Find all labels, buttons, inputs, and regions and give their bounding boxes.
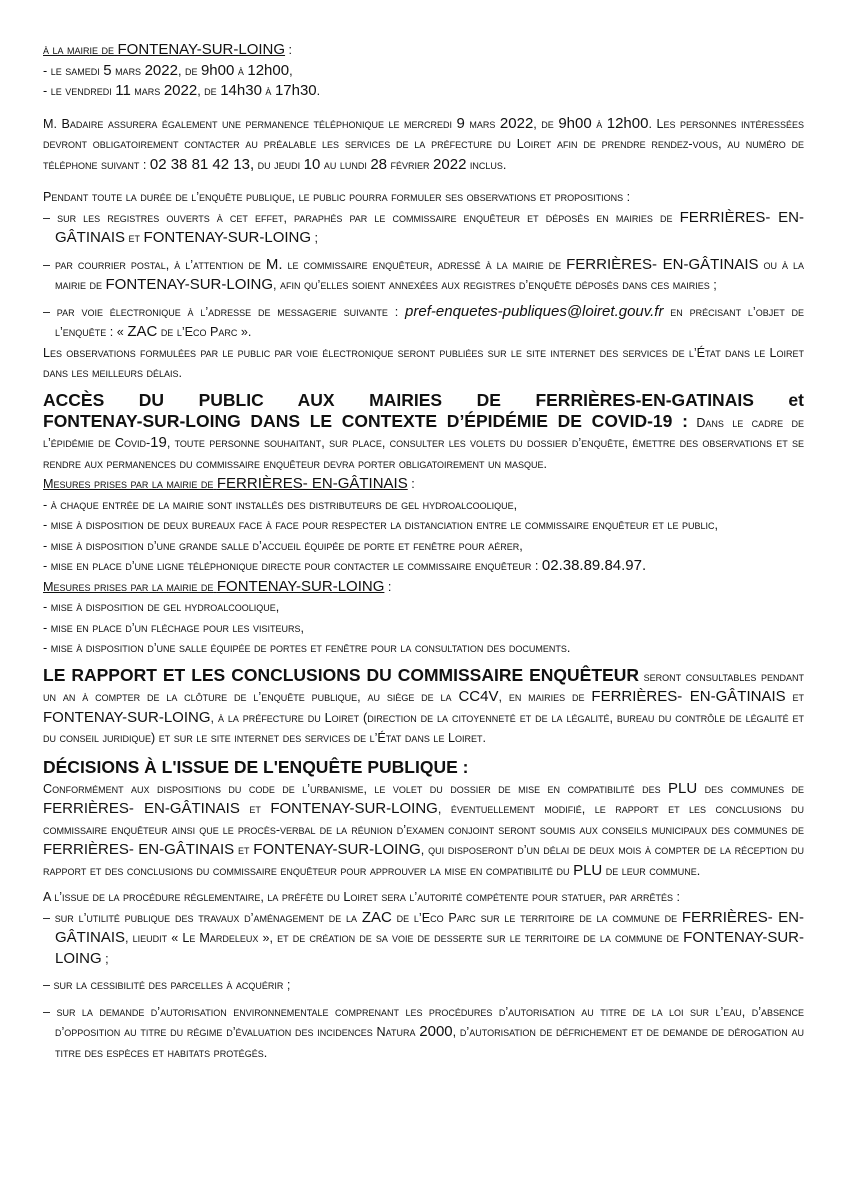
text: de leur commune. (605, 863, 701, 878)
text: – sur les registres ouverts à cet effet, paraphés par le commissaire enquêteur et déposés en mairies de (43, 210, 673, 225)
place-name: FONTENAY-SUR-LOING (105, 276, 274, 293)
text: . Les personnes intéressées devront obligatoirement contacter au préalable les services de la préfecture du Loiret afin de prendre rendez-vous, au numéro de téléphone suivant : (43, 116, 805, 172)
permanence-date-2 (43, 81, 804, 102)
text: , toute personne souhaitant, sur place, consulter les volets du dossier d’enquête, émettre des observations et se rendre aux permanences du commissaire enquêteur devra porter obligatoirement un masque. (43, 436, 804, 471)
text: , (289, 63, 293, 78)
number: 2000 (419, 1023, 453, 1040)
observations-publication: Les observations formulées par le public par voie électronique seront publiées sur le site internet des services de l’État dans le Loiret dans les meilleurs délais. (43, 345, 804, 380)
number: 2022 (433, 155, 467, 173)
decision-item-utility (43, 908, 804, 970)
covid-heading-line-2: FONTENAY-SUR-LOING DANS LE CONTEXTE D’ÉPIDÉMIE DE COVID-19 : (43, 410, 688, 431)
number: 10 (303, 155, 321, 173)
place-name: FERRIÈRES- EN-GÂTINAIS (55, 908, 805, 946)
place-name: FONTENAY-SUR-LOING (43, 708, 211, 726)
text: mars (134, 84, 161, 98)
text: : (384, 579, 392, 594)
text: M. (265, 255, 283, 273)
place-name: FERRIÈRES- EN-GÂTINAIS (216, 475, 408, 492)
list-item: - mise à disposition d’une salle équipée de portes et fenêtre pour la consultation des documents. (43, 641, 571, 655)
text: PLU (573, 861, 603, 879)
heading-word: DE (476, 389, 501, 410)
text: de l’Eco Parc ». (160, 325, 252, 339)
decisions-heading: DÉCISIONS À L'ISSUE DE L'ENQUÊTE PUBLIQUE : (43, 756, 469, 777)
time: 12h00 (606, 114, 649, 132)
text: à (265, 84, 272, 98)
covid-paragraph (43, 411, 804, 475)
phone-permanence-paragraph (43, 114, 804, 176)
text: – sur l’utilité publique des travaux d’aménagement de la (43, 910, 358, 925)
phone-number: 02.38.89.84.97. (541, 557, 647, 574)
place-name: FONTENAY-SUR-LOING (216, 577, 385, 595)
observation-item-mail (43, 255, 804, 296)
place-name: FONTENAY-SUR-LOING (270, 800, 438, 817)
list-item: - à chaque entrée de la mairie sont installés des distributeurs de gel hydroalcoolique, (43, 497, 518, 512)
place-name: FONTENAY-SUR-LOING (143, 229, 312, 246)
list-item: - mise à disposition de deux bureaux face à face pour respecter la distanciation entre le commissaire enquêteur et le public, (43, 518, 718, 532)
number: 19 (150, 434, 167, 451)
time: 17h30 (274, 82, 317, 99)
time: 9h00 (200, 61, 235, 79)
heading-word: et (788, 389, 804, 410)
place-name: FERRIÈRES- EN-GÂTINAIS (43, 800, 240, 817)
number: 28 (370, 155, 388, 173)
text: ; (311, 231, 319, 245)
place-name: FONTENAY-SUR-LOING (55, 929, 804, 967)
text: mars (115, 63, 142, 78)
text: , afin qu’elles soient annexées aux registres d’enquête déposés dans ces mairies ; (273, 278, 717, 292)
text: ZAC (361, 908, 392, 926)
text: , en mairies de (498, 690, 585, 704)
report-paragraph (43, 665, 804, 749)
text: à la mairie de (43, 43, 115, 57)
email-address: pref-enquetes-publiques@loiret.gouv.fr (405, 302, 664, 320)
text: , de (197, 84, 217, 98)
report-heading: LE RAPPORT ET LES CONCLUSIONS DU COMMISSAIRE ENQUÊTEUR (43, 664, 639, 685)
number: 9 (456, 114, 465, 132)
text: du (257, 157, 271, 172)
text: Mesures prises par la mairie de (43, 477, 214, 491)
number: 5 (103, 61, 112, 79)
covid-heading-line-1 (43, 390, 804, 411)
heading-word: DU (138, 389, 165, 410)
text: PLU (668, 779, 698, 797)
text: - le vendredi (43, 84, 112, 98)
heading-word: ACCÈS (43, 389, 105, 410)
observation-item-email (43, 302, 804, 343)
place-name: FONTENAY-SUR-LOING (117, 41, 286, 58)
text: , qui disposeront d’un délai de deux mois à compter de la réception du rapport et des conclusions du commissaire enquêteur pour approuver la mise en compatibilité du (43, 843, 804, 878)
text: , lieudit « Le Mardeleux », et de création de sa voie de desserte sur le territoire de la commune de (125, 931, 680, 945)
text: ou à la mairie de (55, 257, 805, 292)
list-item: - mise à disposition de gel hydroalcoolique, (43, 600, 280, 614)
list-item: - mise en place d’un fléchage pour les visiteurs, (43, 620, 305, 635)
time: 14h30 (220, 82, 262, 99)
text: jeudi (274, 157, 301, 172)
place-name: FONTENAY-SUR-LOING (253, 841, 421, 858)
number: 2022 (144, 61, 178, 79)
number: 2022 (163, 82, 198, 99)
text: , d’autorisation de défrichement et de demande de dérogation au titre des espèces et habitats protégés. (55, 1025, 805, 1060)
permanence-date-1 (43, 61, 804, 82)
text: - le samedi (43, 63, 100, 78)
text: Conformément aux dispositions du code de l’urbanisme, le volet du dossier de mise en compatibilité des (43, 781, 661, 796)
text: : (285, 43, 293, 57)
text: CC4V (458, 688, 499, 705)
number: 11 (115, 82, 131, 99)
text: ; (101, 951, 109, 966)
decision-item-cessibility: – sur la cessibilité des parcelles à acquérir ; (43, 978, 291, 992)
spacer (43, 102, 804, 114)
text: , de (177, 63, 198, 78)
heading-word: AUX (297, 389, 335, 410)
time: 12h00 (247, 61, 290, 79)
text: , à la préfecture du Loiret (direction de la citoyenneté et de la légalité, bureau du contrôle de légalité et du conseil juridique) et sur le site internet des services de l’État dans le Loiret. (43, 710, 804, 745)
place-name: FERRIÈRES- EN-GÂTINAIS (55, 208, 805, 246)
text: à (237, 63, 244, 78)
observations-intro: Pendant toute la durée de l’enquête publique, le public pourra formuler ses observations et propositions : (43, 190, 631, 204)
text: au lundi (323, 157, 367, 172)
permanence-title (43, 40, 804, 61)
time: 9h00 (558, 114, 592, 132)
heading-word: MAIRIES (369, 389, 443, 410)
decisions-paragraph (43, 779, 804, 882)
text: – sur la demande d’autorisation environnementale comprenant les procédures d’autorisation au titre de la loi sur l’eau, d’absence d’opposition au titre du régime d’évaluation des incidences Natura (43, 1004, 804, 1039)
text: , de (533, 116, 554, 131)
place-name: FERRIÈRES- EN-GÂTINAIS (591, 688, 786, 705)
text: Mesures prises par la mairie de (43, 579, 214, 594)
text: . (316, 84, 321, 98)
list-item (43, 556, 804, 577)
text: à (596, 116, 603, 131)
observation-item-registers (43, 208, 804, 249)
text: - mise en place d’une ligne téléphonique directe pour contacter le commissaire enquêteur : (43, 559, 539, 573)
heading-word: PUBLIC (198, 389, 264, 410)
phone-number: 02 38 81 42 13, (149, 155, 255, 173)
text: seront consultables pendant un an à compter de la clôture de l’enquête publique, au siège de la (43, 669, 804, 704)
text: et (237, 843, 250, 857)
text: février (390, 157, 430, 172)
decisions-intro: A l’issue de la procédure réglementaire, la préfète du Loiret sera l’autorité compétente pour statuer, par arrêtés : (43, 890, 681, 904)
text: M. Badaire assurera également une permanence téléphonique le mercredi (43, 116, 453, 131)
text: mars (469, 116, 496, 131)
text: , éventuellement modifié, le rapport et les conclusions du commissaire enquêteur ainsi que le procès-verbal de la réunion d’examen conjoint seront soumis aux conseils municipaux des communes de (43, 802, 805, 837)
place-name: FERRIÈRES- EN-GÂTINAIS (43, 841, 235, 858)
text: de l’Eco Parc sur le territoire de la commune de (396, 910, 678, 925)
text: ZAC (127, 323, 158, 340)
heading-word: FERRIÈRES-EN-GATINAIS (535, 389, 754, 410)
text: – par voie électronique à l’adresse de messagerie suivante : (43, 304, 399, 319)
list-item: - mise à disposition d’une grande salle d’accueil équipée de porte et fenêtre pour aérer, (43, 538, 523, 553)
place-name: FERRIÈRES- EN-GÂTINAIS (566, 255, 759, 273)
text: Dans le cadre de l’épidémie de Covid- (43, 415, 804, 450)
text: et (792, 690, 805, 704)
decision-item-environment (43, 1002, 804, 1064)
text: et (128, 231, 141, 245)
measures-ferrieres-title (43, 474, 804, 495)
text: des communes de (704, 781, 805, 796)
spacer (43, 175, 804, 187)
text: – par courrier postal, à l’attention de (43, 257, 261, 272)
text: en précisant l’objet de l’enquête : « (55, 304, 805, 339)
text: inclus. (469, 157, 507, 172)
text: le commissaire enquêteur, adressé à la mairie de (287, 257, 562, 272)
measures-fontenay-title (43, 577, 804, 598)
text: et (249, 802, 261, 816)
text: : (407, 477, 415, 491)
number: 2022 (499, 114, 534, 132)
